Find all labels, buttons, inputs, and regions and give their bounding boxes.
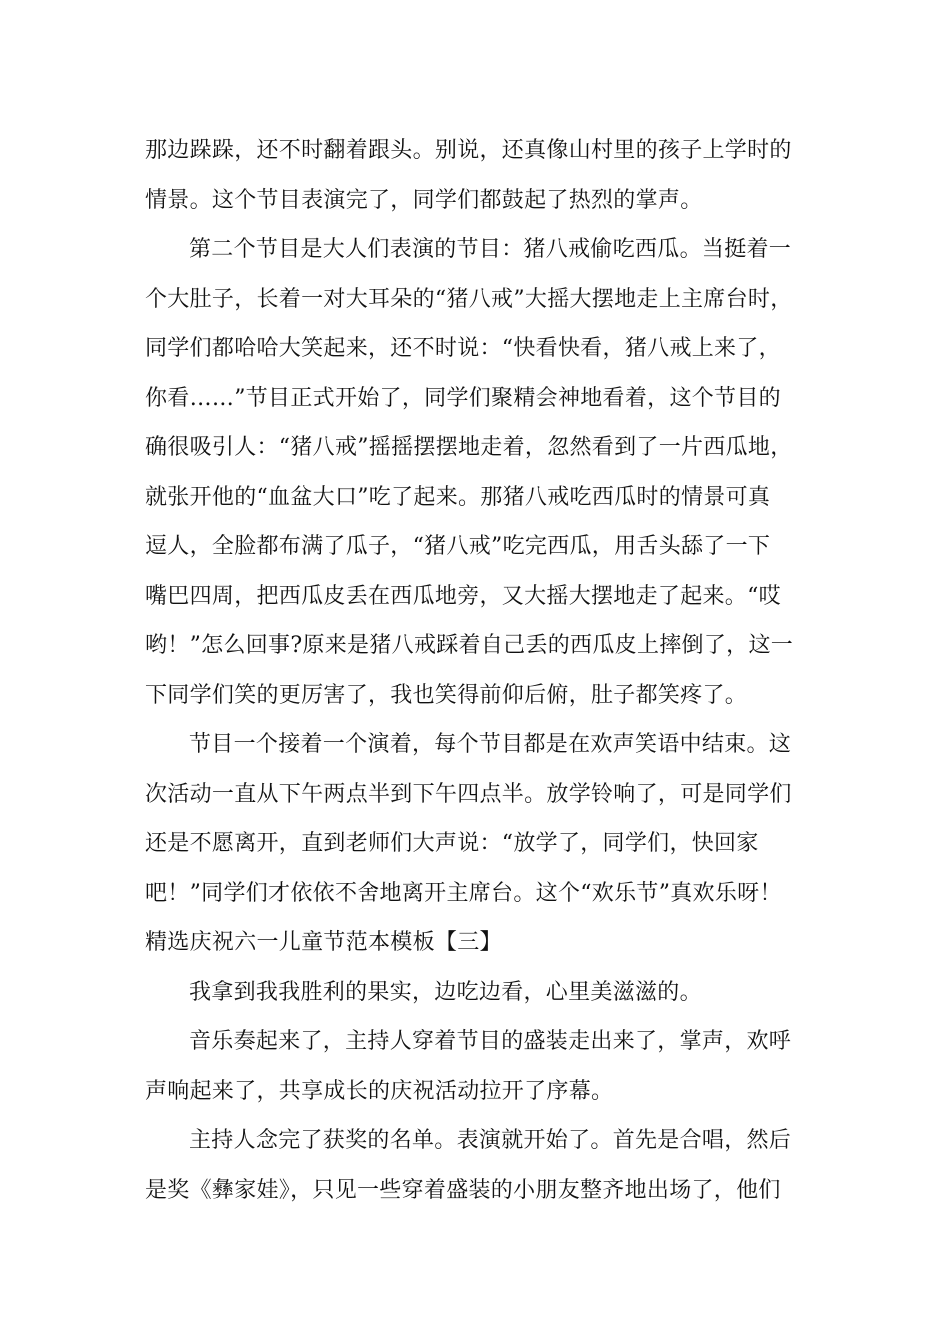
text-line: 你看……”节目正式开始了，同学们聚精会神地看着，这个节目的 xyxy=(145,385,781,411)
section-heading: 精选庆祝六一儿童节范本模板【三】 xyxy=(145,930,502,955)
text-line: 节目一个接着一个演着，每个节目都是在欢声笑语中结束。这 xyxy=(189,732,792,757)
text-line: 下同学们笑的更厉害了，我也笑得前仰后俯，肚子都笑疼了。 xyxy=(145,682,748,708)
text-line: 就张开他的“血盆大口”吃了起来。那猪八戒吃西瓜时的情景可真 xyxy=(145,484,771,510)
text-line: 还是不愿离开，直到老师们大声说：“放学了，同学们，快回家 xyxy=(145,831,759,856)
text-line: 吧！”同学们才依依不舍地离开主席台。这个“欢乐节”真欢乐呀！ xyxy=(145,880,782,906)
text-line: 次活动一直从下午两点半到下午四点半。放学铃响了，可是同学们 xyxy=(145,781,792,807)
text-line: 确很吸引人：“猪八戒”摇摇摆摆地走着，忽然看到了一片西瓜地， xyxy=(145,435,793,460)
text-line: 同学们都哈哈大笑起来，还不时说：“快看快看，猪八戒上来了， xyxy=(145,336,781,361)
document-body xyxy=(145,126,825,1215)
text-line: 那边跺跺，还不时翻着跟头。别说，还真像山村里的孩子上学时的 xyxy=(145,138,792,163)
text-line: 个大肚子，长着一对大耳朵的“猪八戒”大摇大摆地走上主席台时， xyxy=(145,286,793,312)
text-line: 音乐奏起来了，主持人穿着节目的盛装走出来了，掌声，欢呼 xyxy=(189,1029,792,1054)
text-line: 哟！”怎么回事?原来是猪八戒踩着自己丢的西瓜皮上摔倒了，这一 xyxy=(145,633,794,658)
text-line: 声响起来了，共享成长的庆祝活动拉开了序幕。 xyxy=(145,1078,614,1104)
text-line: 主持人念完了获奖的名单。表演就开始了。首先是合唱，然后 xyxy=(189,1128,792,1153)
text-line: 第二个节目是大人们表演的节目：猪八戒偷吃西瓜。当挺着一 xyxy=(189,237,792,262)
text-line: 逗人，全脸都布满了瓜子，“猪八戒”吃完西瓜，用舌头舔了一下 xyxy=(145,534,771,559)
text-line: 是奖《彝家娃》，只见一些穿着盛装的小朋友整齐地出场了，他们 xyxy=(145,1177,781,1203)
text-line: 嘴巴四周，把西瓜皮丢在西瓜地旁，又大摇大摆地走了起来。“哎 xyxy=(145,583,781,609)
text-line: 我拿到我我胜利的果实，边吃边看，心里美滋滋的。 xyxy=(189,979,702,1005)
text-line: 情景。这个节目表演完了，同学们都鼓起了热烈的掌声。 xyxy=(145,187,703,213)
